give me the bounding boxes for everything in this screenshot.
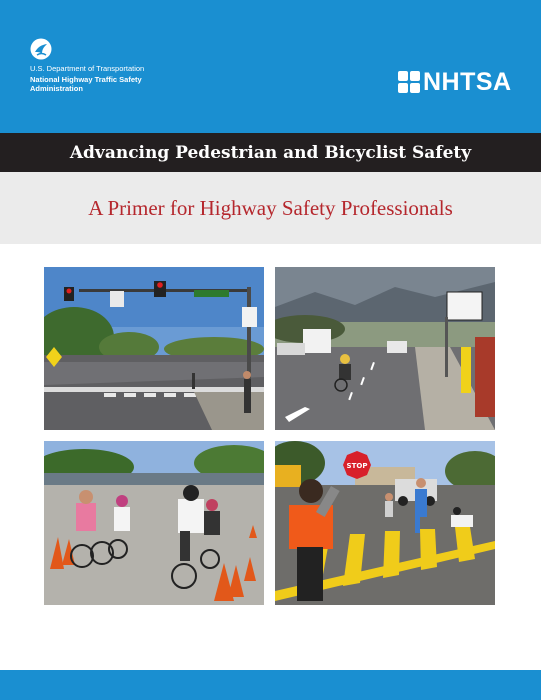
photo-bike-rodeo [44,441,264,605]
nhtsa-logo-icons [398,71,420,93]
page-subtitle: A Primer for Highway Safety Professionals [88,195,453,220]
bicycle-icon [410,83,420,93]
stop-sign-label: STOP [346,462,368,470]
agency-name [30,64,144,93]
nhtsa-logo [398,68,512,96]
admin-name-line1: National Highway Traffic Safety [30,75,142,84]
page-title: Advancing Pedestrian and Bicyclist Safety [69,142,472,163]
photo-bike-lane [275,267,495,430]
car-icon [398,71,408,81]
admin-name-line2: Administration [30,84,83,93]
photo-crossing-guard [275,441,495,605]
title-band [0,133,541,172]
dept-name: U.S. Department of Transportation [30,64,145,73]
child-seat-icon [398,83,408,93]
person-icon [410,71,420,81]
subtitle-band [0,172,541,244]
photo-intersection [44,267,264,430]
header-band [0,0,541,133]
footer-band [0,670,541,700]
dot-eagle-icon [30,38,52,60]
nhtsa-logo-text: NHTSA [423,67,512,96]
